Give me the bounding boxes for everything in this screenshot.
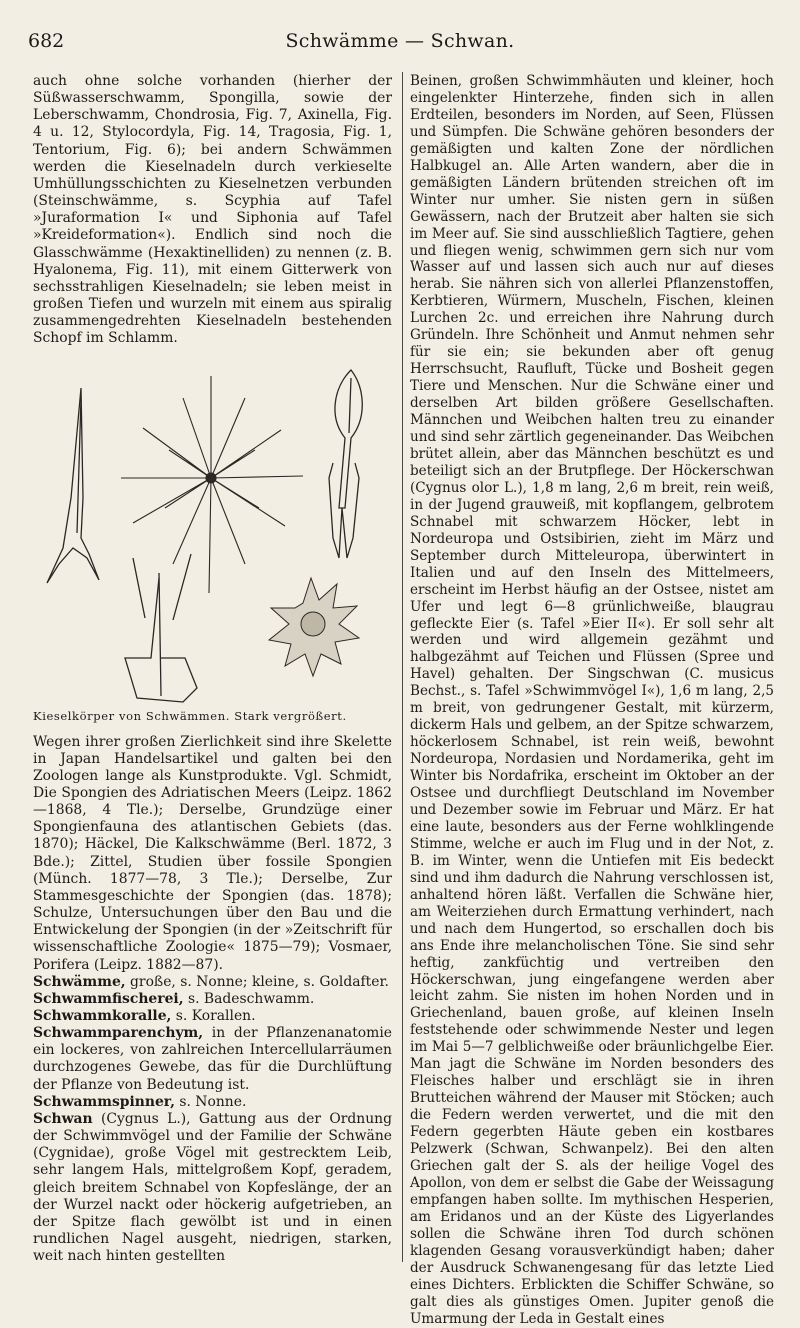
entry-headword: Schwammkoralle, [33,1008,172,1024]
running-head: Schwämme — Schwan. [285,30,515,52]
entry-schwan [33,1111,392,1265]
entry-headword: Schwan [33,1110,93,1127]
entry-text: (Cygnus L.), Gattung aus der Ordnung der Schwimmvögel und der Familie der Schwäne (Cygnidae), große Vögel mit gestrecktem Leib, sehr langem Hals, mittelgroßem Kopf, geradem, gleich breitem Schnabel von Kopfeslänge, der an der Wurzel nackt oder höckerig aufgetrieben, an der Spitze flach gewölbt ist und in einen rundlichen Nagel ausgeht, niedrigen, starken, weit nach hinten gestellten [33,1110,392,1265]
entry-headword: Schwammfischerei, [33,990,184,1007]
spicule-left [47,388,99,583]
entry-schwammkoralle [33,1008,392,1025]
entry-text: in der Pflanzenanatomie ein lockeres, von zahlreichen Intercellularräumen durchzogenes Gewebe, das für die Durchlüftung der Pflanze von Bedeutung ist. [33,1025,392,1093]
right-column [410,73,774,1328]
entry-headword: Schwammparenchym, [33,1025,204,1042]
entry-text: große, s. Nonne; kleine, s. Goldafter. [125,973,389,990]
left-column [33,73,392,1265]
page-header [28,30,772,62]
spicule-rosette [269,578,359,676]
entry-schwammspinner [33,1094,392,1111]
entry-headword: Schwämme, [33,973,126,990]
entry-headword: Schwammspinner, [33,1093,175,1110]
entry-text: s. Nonne. [174,1093,247,1110]
figure-caption: Kieselkörper von Schwämmen. Stark vergrößert. [33,709,347,724]
paragraph: auch ohne solche vorhanden (hierher der Süßwasserschwamm, Spongilla, sowie der Leberschwamm, Chondrosia, Fig. 7, Axinella, Fig. 4 u. 12, Stylocordyla, Fig. 14, Tragosia, Fig. 1, Tentorium, Fig. 6); bei andern Schwämmen werden die Kieselnadeln durch verkieselte Umhüllungsschichten zu Kieselnetzen verbunden (Steinschwämme, s. Scyphia auf Tafel »Juraformation I« und Siphonia auf Tafel »Kreideformation«). Endlich sind noch die Glasschwämme (Hexaktinelliden) zu nennen (z. B. Hyalonema, Fig. 11), mit einem Gitterwerk von sechsstrahligen Kieselnadeln; sie leben meist in großen Tiefen und wurzeln mit einem aus spiralig zusammengedrehten Kieselnadeln bestehenden Schopf im Schlamm. [33,73,392,347]
spicule-star [121,376,303,593]
paragraph: Wegen ihrer großen Zierlichkeit sind ihre Skelette in Japan Handelsartikel und galten bei den Zoologen lange als Kunstprodukte. Vgl. Schmidt, Die Spongien des Adriatischen Meers (Leipz. 1862—1868, 4 Tle.); Derselbe, Grundzüge einer Spongienfauna des atlantischen Gebiets (das. 1870); Häckel, Die Kalkschwämme (Berl. 1872, 3 Bde.); Zittel, Studien über fossile Spongien (Münch. 1877—78, 3 Tle.); Derselbe, Zur Stammesgeschichte der Spongien (das. 1878); Schulze, Untersuchungen über den Bau und die Entwickelung der Spongien (in der »Zeitschrift für wissenschaftliche Zoologie« 1875—79); Vosmaer, Porifera (Leipz. 1882—87). [33,733,392,973]
entry-schwaemme [33,974,392,991]
entry-schwammparenchym [33,1025,392,1094]
spicule-anchor [329,370,362,558]
spicule-trident [125,554,197,702]
paragraph: Beinen, großen Schwimmhäuten und kleiner, hoch eingelenkter Hinterzehe, finden sich in allen Erdteilen, besonders im Norden, auf Seen, Flüssen und Sümpfen. Die Schwäne gehören besonders der gemäßigten und kalten Zone der nördlichen Halbkugel an. Alle Arten wandern, aber die in gemäßigten Ländern brütenden streichen oft im Winter nur umher. Sie nisten gern in süßen Gewässern, nach der Brutzeit aber halten sie sich im Meer auf. Sie sind ausschließlich Tagtiere, gehen und fliegen wenig, schwimmen gern sich nur vom Wasser auf und lassen sich auch nur auf dieses herab. Sie nähren sich von allerlei Pflanzenstoffen, Kerbtieren, Würmern, Muscheln, Fischen, kleinen Lurchen 2c. und erreichen ihre Nahrung durch Gründeln. Ihre Schönheit und Anmut nehmen sehr für sie ein; sie bekunden aber oft genug Herrschsucht, Raufluft, Tücke und Bosheit gegen Tiere und Menschen. Nur die Schwäne einer und derselben Art bilden größere Gesellschaften. Männchen und Weibchen halten treu zu einander und sind sehr zärtlich gegeneinander. Das Weibchen brütet allein, aber das Männchen beschützt es und beteiligt sich an der Brutpflege. Der Höckerschwan (Cygnus olor L.), 1,8 m lang, 2,6 m breit, rein weiß, in der Jugend grauweiß, mit kopflangem, gelbrotem Schnabel mit schwarzem Höcker, lebt in Nordeuropa und Ostsibirien, zieht im März und September durch Mitteleuropa, überwintert in Italien und auf den Inseln des Mittelmeers, erscheint im Herbst häufig an der Ostsee, nistet am Ufer und legt 6—8 grünlichweiße, blaugrau gefleckte Eier (s. Tafel »Eier II«). Er soll sehr alt werden und wird allgemein gezähmt und halbgezähmt auf Teichen und Flüssen (Spree und Havel) gehalten. Der Singschwan (C. musicus Bechst., s. Tafel »Schwimmvögel I«), 1,6 m lang, 2,5 m breit, von gedrungener Gestalt, mit kürzerm, dickerm Hals und gelbem, an der Spitze schwarzem, höckerlosem Schnabel, ist rein weiß, bewohnt Nordeuropa, Nordasien und Nordamerika, geht im Winter bis Nordafrika, erscheint im Oktober an der Ostsee und durchfliegt Deutschland im November und Dezember sowie im Februar und März. Er hat eine laute, besonders aus der Ferne wohlklingende Stimme, welche er auch im Flug und in der Not, z. B. im Winter, wenn die Untiefen mit Eis bedeckt sind und ihm dadurch die Nahrung verschlossen ist, anhaltend hören läßt. Verfallen die Schwäne hier, am Weiterziehen durch Ermattung verhindert, nach und nach dem Hungertod, so erschallen doch bis ans Ende ihre melancholischen Töne. Sie sind sehr heftig, zankfüchtig und vertreiben den Höckerschwan, jung eingefangene werden aber leicht zahm. Sie nisten im hohen Norden und in Griechenland, bauen große, auf kleinen Inseln feststehende oder schwimmende Nester und legen im Mai 5—7 gelblichweiße oder bräunlichgelbe Eier. Man jagt die Schwäne im Norden besonders des Fleisches halber und erschlägt sie in ihren Brutteichen während der Mauser mit Stöcken; auch die Federn werden verwertet, und die mit den Federn gegerbten Häute geben ein kostbares Pelzwerk (Schwan, Schwanpelz). Bei den alten Griechen galt der S. als der heilige Vogel des Apollon, von dem er selbst die Gabe der Weissagung empfangen haben sollte. Im mythischen Hesperien, am Eridanos und an der Küste des Ligyerlandes sollen die Schwäne ihren Tod durch schönen klagenden Gesang vorausverkündigt haben; daher der Ausdruck Schwanengesang für das letzte Lied eines Dichters. Erblickten die Schiffer Schwäne, so galt dies als günstiges Omen. Jupiter genoß die Umarmung der Leda in Gestalt eines [410,73,774,1327]
spicules-illustration [33,358,392,708]
entry-text: s. Badeschwamm. [183,990,315,1007]
column-divider [402,72,403,1262]
sponge-spicules-figure [33,358,392,726]
entry-schwammfischerei [33,991,392,1008]
entry-text: s. Korallen. [171,1008,256,1024]
page-number: 682 [28,30,65,52]
